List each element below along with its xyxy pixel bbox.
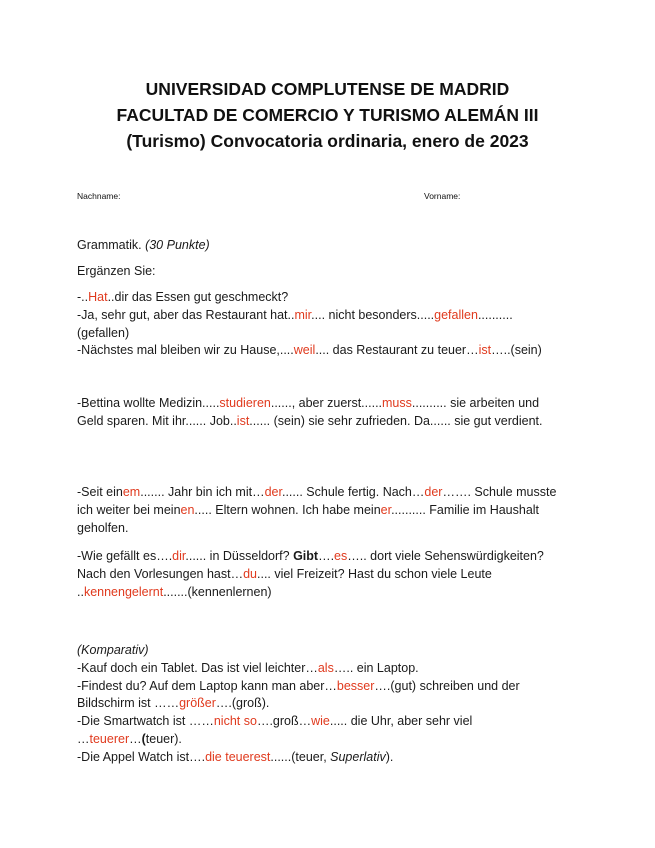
ex5-line-2 <box>77 678 577 696</box>
answer: ist <box>236 413 250 428</box>
text: .......... <box>477 307 513 322</box>
text: ich weiter bei mein <box>77 502 181 517</box>
section-title <box>77 238 210 252</box>
answer: muss <box>382 396 412 410</box>
exercise-3 <box>77 484 577 537</box>
document-header <box>0 76 655 154</box>
text: … <box>77 731 90 746</box>
exercise-4 <box>77 548 577 601</box>
ex3-line-1 <box>77 484 577 502</box>
text: teuer). <box>145 731 182 746</box>
ex3-line-3: geholfen. <box>77 520 129 535</box>
ex1-line-2 <box>77 307 577 325</box>
answer: kennengelernt <box>83 584 164 599</box>
nachname-field: Nachname: <box>77 191 121 201</box>
ex2-line-2 <box>77 413 577 431</box>
text: .......... sie arbeiten und <box>411 396 540 410</box>
exercise-2 <box>77 395 577 431</box>
ex5-line-4 <box>77 713 577 731</box>
text: .... nicht besonders..... <box>311 307 435 322</box>
text: ......(teuer, <box>270 749 331 764</box>
ex5-line-1 <box>77 660 577 678</box>
text: ...... in Düsseldorf? <box>185 549 294 563</box>
ex1-line-3: (gefallen) <box>77 325 130 340</box>
text: -Die Smartwatch ist …… <box>77 714 214 729</box>
header-exam: (Turismo) Convocatoria ordinaria, enero de 2023 <box>126 131 529 151</box>
text: … <box>129 731 142 746</box>
answer: mir <box>294 307 312 322</box>
answer: die teuerest <box>205 749 271 764</box>
ex1-line-4 <box>77 342 577 360</box>
text: ...... (sein) sie sehr zufrieden. Da...... sie gut verdient. <box>249 413 543 428</box>
section-instruction: Ergänzen Sie: <box>77 264 156 278</box>
answer: teuerer <box>89 731 130 746</box>
section-title-text: Grammatik. <box>77 238 146 252</box>
text: .......... Familie im Haushalt <box>391 502 540 517</box>
text: ). <box>385 749 394 764</box>
text: -Nächstes mal bleiben wir zu Hause,.... <box>77 343 294 358</box>
answer: em <box>122 485 141 499</box>
text: .......(kennenlernen) <box>163 584 272 599</box>
text: -Findest du? Auf dem Laptop kann man aber… <box>77 678 337 693</box>
ex2-line-1 <box>77 395 577 413</box>
text: ..... die Uhr, aber sehr viel <box>329 714 473 729</box>
ex5-line-6 <box>77 749 577 767</box>
answer: besser <box>336 678 375 693</box>
answer: es <box>334 549 348 563</box>
text: ….(gut) schreiben und der <box>374 678 520 693</box>
text: ...... Schule fertig. Nach… <box>281 485 425 499</box>
answer: Hat <box>88 290 108 304</box>
answer: gefallen <box>434 307 478 322</box>
text: Nach den Vorlesungen hast… <box>77 566 244 581</box>
section-points: (30 Punkte) <box>145 238 210 252</box>
answer: studieren <box>219 396 271 410</box>
ex4-line-3 <box>77 584 577 602</box>
text: .. <box>77 584 84 599</box>
ex1-line-1 <box>77 289 577 307</box>
ex3-line-2 <box>77 502 577 520</box>
text: -Bettina wollte Medizin..... <box>77 396 220 410</box>
answer: en <box>180 502 195 517</box>
ex5-title <box>77 642 577 660</box>
bold-text: ( <box>141 731 146 746</box>
answer: nicht so <box>213 714 257 729</box>
answer: du <box>243 566 257 581</box>
text: ..... Eltern wohnen. Ich habe mein <box>194 502 381 517</box>
bold-text: Gibt <box>293 549 319 563</box>
text: ….. dort viele Sehenswürdigkeiten? <box>347 549 544 563</box>
text: ....... Jahr bin ich mit… <box>140 485 265 499</box>
ex5-line-5 <box>77 731 577 749</box>
text: ..dir das Essen gut geschmeckt? <box>107 290 289 304</box>
text: -.. <box>77 290 89 304</box>
text: Bildschirm ist …… <box>77 696 180 711</box>
text: ……. Schule musste <box>442 485 557 499</box>
text: -Wie gefällt es…. <box>77 549 173 563</box>
answer: wie <box>311 714 330 729</box>
answer: größer <box>179 696 216 711</box>
text: …..(sein) <box>491 343 542 358</box>
ex4-line-1 <box>77 548 577 566</box>
exercise-5 <box>77 642 577 767</box>
vorname-field: Vorname: <box>424 191 461 201</box>
ex4-line-2 <box>77 566 577 584</box>
italic-text: Superlativ <box>330 749 386 764</box>
answer: dir <box>172 549 186 563</box>
text: .... viel Freizeit? Hast du schon viele Leute <box>257 566 492 581</box>
text: ….groß… <box>256 714 312 729</box>
answer: er <box>380 502 392 517</box>
header-faculty: FACULTAD DE COMERCIO Y TURISMO ALEMÁN III <box>116 105 539 125</box>
text: -Die Appel Watch ist…. <box>77 749 206 764</box>
answer: weil <box>293 343 316 358</box>
text: …. <box>318 549 335 563</box>
answer: der <box>424 485 443 499</box>
text: ….. ein Laptop. <box>333 660 419 675</box>
exercise-1 <box>77 289 577 360</box>
komparativ-title: (Komparativ) <box>77 643 149 657</box>
text: -Kauf doch ein Tablet. Das ist viel leichter… <box>77 660 318 675</box>
text: ….(groß). <box>215 696 270 711</box>
answer: ist <box>478 343 492 358</box>
answer: der <box>264 485 282 499</box>
answer: als <box>317 660 334 675</box>
ex5-line-3 <box>77 695 577 713</box>
text: Geld sparen. Mit ihr...... Job.. <box>77 413 237 428</box>
header-university: UNIVERSIDAD COMPLUTENSE DE MADRID <box>145 79 510 99</box>
text: -Seit ein <box>77 485 123 499</box>
text: .... das Restaurant zu teuer… <box>315 343 479 358</box>
text: ......, aber zuerst...... <box>270 396 383 410</box>
text: -Ja, sehr gut, aber das Restaurant hat.. <box>77 307 295 322</box>
